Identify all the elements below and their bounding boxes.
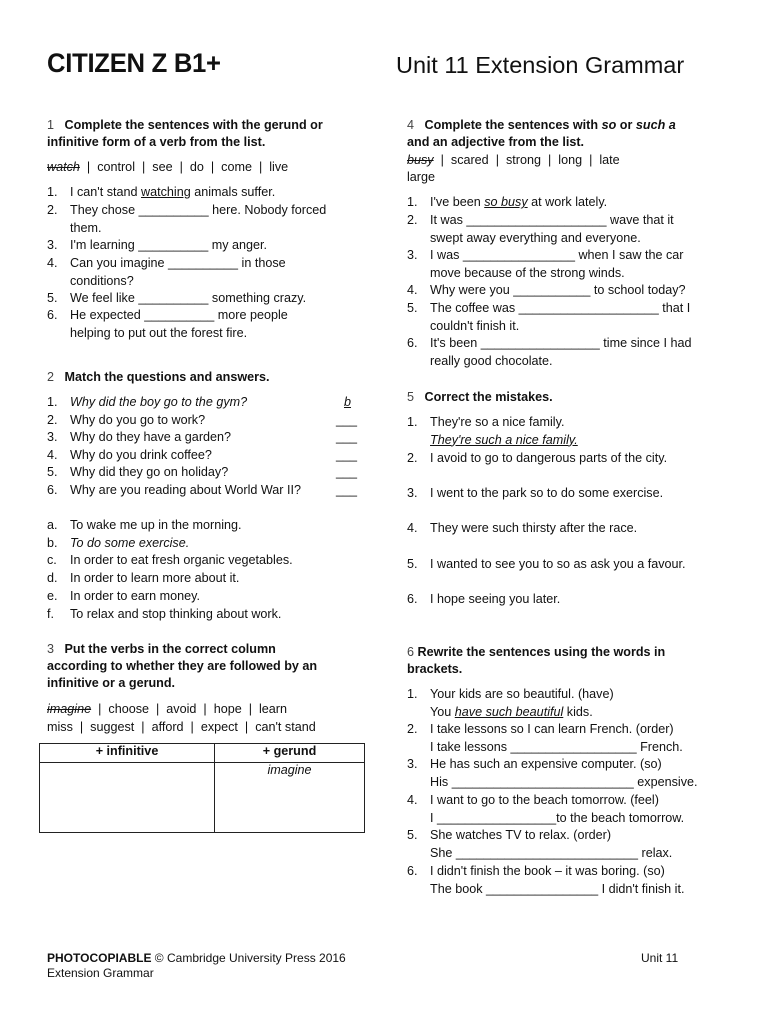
item-number: 3.: [407, 486, 418, 500]
item-text: They were such thirsty after the race.: [430, 521, 638, 535]
word: come: [221, 160, 252, 174]
word-list: [407, 169, 435, 186]
option-text: In order to learn more about it.: [70, 571, 240, 585]
answer-blank: ___: [336, 465, 358, 479]
example-answer: so busy: [484, 195, 528, 209]
text-part: animals suffer.: [190, 185, 276, 199]
item-number: 2.: [407, 722, 418, 736]
example-answer: watching: [141, 185, 191, 199]
item-number: 3.: [407, 757, 418, 771]
example-answer: They're such a nice family.: [430, 432, 578, 447]
option-letter: a.: [47, 518, 58, 532]
item-number: 4.: [407, 283, 418, 297]
answer-blank: ___: [336, 483, 358, 497]
item-text: She watches TV to relax. (order): [430, 828, 612, 842]
word: control: [97, 160, 135, 174]
item-number: 1.: [407, 195, 418, 209]
item-text-cont: them.: [70, 220, 102, 235]
option-text: To relax and stop thinking about work.: [70, 607, 282, 621]
word-list: watch | control | see | do | come | live: [47, 160, 289, 174]
word-example: watch: [47, 160, 80, 174]
item-text: He expected __________ more people: [70, 308, 288, 322]
heading-line: infinitive or a gerund.: [47, 676, 176, 690]
word: large: [407, 170, 436, 184]
word: suggest: [90, 720, 135, 734]
item-text-cont: move because of the strong winds.: [430, 265, 625, 280]
word-list: busy | scared | strong | long | late: [407, 153, 620, 167]
item-number: 5.: [47, 291, 58, 305]
item-number: 3.: [407, 248, 418, 262]
heading-line: and an adjective from the list.: [407, 135, 585, 149]
item-number: 5.: [407, 828, 418, 842]
word: expect: [200, 720, 238, 734]
option-text: To wake me up in the morning.: [70, 518, 242, 532]
photocopiable-label: PHOTOCOPIABLE: [47, 951, 152, 965]
item-text: It was ____________________ wave that it: [430, 213, 674, 227]
item-number: 1.: [407, 415, 418, 429]
text-part: I've been: [430, 195, 485, 209]
exercise-number: 2: [47, 370, 55, 384]
option-letter: b.: [47, 536, 58, 550]
word: do: [189, 160, 204, 174]
worksheet-title: CITIZEN Z B1+: [47, 48, 221, 78]
option-text: In order to earn money.: [70, 589, 200, 603]
item-number: 1.: [47, 395, 58, 409]
item-text: I want to go to the beach tomorrow. (feel): [430, 793, 659, 807]
exercise-6-heading: [407, 644, 665, 678]
question-text: Why did they go on holiday?: [70, 465, 229, 479]
word: learn: [259, 702, 288, 716]
word-list: miss | suggest | afford | expect | can't stand: [47, 720, 316, 734]
item-number: 5.: [47, 465, 58, 479]
option-letter: f.: [47, 607, 54, 621]
item-text-cont: She __________________________ relax.: [430, 845, 673, 860]
item-text-cont: helping to put out the forest fire.: [70, 325, 248, 340]
heading-line: brackets.: [407, 662, 463, 676]
footer-subtitle: Extension Grammar: [47, 966, 154, 980]
item-number: 6.: [407, 336, 418, 350]
item-number: 5.: [407, 301, 418, 315]
sorting-table: [39, 743, 365, 833]
option-text: In order to eat fresh organic vegetables.: [70, 553, 293, 567]
item-text: We feel like __________ something crazy.: [70, 291, 307, 305]
exercise-4-heading: [407, 117, 676, 151]
item-number: 5.: [407, 557, 418, 571]
word: hope: [213, 702, 242, 716]
item-text-cont: His __________________________ expensive.: [430, 774, 698, 789]
question-text: Why do you go to work?: [70, 413, 206, 427]
exercise-2-heading: [47, 369, 270, 386]
word: miss: [47, 720, 73, 734]
option-text: To do some exercise.: [70, 536, 190, 550]
exercise-5-heading: [407, 389, 553, 406]
question-text: Why are you reading about World War II?: [70, 483, 301, 497]
item-text-cont: conditions?: [70, 273, 134, 288]
word: can't stand: [255, 720, 316, 734]
item-number: 4.: [47, 448, 58, 462]
item-number: 1.: [407, 687, 418, 701]
item-number: 6.: [47, 308, 58, 322]
text-part: at work lately.: [527, 195, 608, 209]
word: long: [558, 153, 583, 167]
footer-copyright: [47, 951, 346, 981]
heading-line: according to whether they are followed by an: [47, 659, 318, 673]
heading-line: Match the questions and answers.: [64, 370, 270, 384]
word: see: [152, 160, 173, 174]
exercise-1-heading: [47, 117, 323, 151]
word: late: [599, 153, 620, 167]
word: afford: [151, 720, 184, 734]
exercise-number: 1: [47, 118, 55, 132]
word: live: [269, 160, 289, 174]
infinitive-cell[interactable]: [40, 763, 215, 833]
text-part: kids.: [563, 704, 593, 719]
item-text: Why were you ___________ to school today?: [430, 283, 686, 297]
heading-text: so: [601, 118, 617, 132]
item-number: 4.: [407, 793, 418, 807]
exercise-number: 3: [47, 642, 55, 656]
item-number: 3.: [47, 238, 58, 252]
answer-blank: ___: [336, 448, 358, 462]
heading-line: Correct the mistakes.: [424, 390, 553, 404]
exercise-3-heading: [47, 641, 317, 692]
item-number: 2.: [47, 413, 58, 427]
item-text: [430, 194, 607, 212]
item-text-cont: I take lessons __________________ French.: [430, 739, 683, 754]
column-header-gerund: + gerund: [215, 744, 365, 763]
item-text: I was ________________ when I saw the car: [430, 248, 684, 262]
item-text-cont: swept away everything and everyone.: [430, 230, 641, 245]
footer-unit: Unit 11: [641, 951, 679, 965]
heading-line: Put the verbs in the correct column: [64, 642, 276, 656]
item-text: Can you imagine __________ in those: [70, 256, 286, 270]
text-part: You: [430, 704, 455, 719]
item-text-cont: I _________________to the beach tomorrow.: [430, 810, 685, 825]
item-number: 3.: [47, 430, 58, 444]
example-answer: imagine: [267, 763, 312, 777]
item-number: 2.: [407, 213, 418, 227]
item-number: 6.: [407, 864, 418, 878]
item-text: [70, 184, 275, 202]
word-example: imagine: [47, 702, 92, 716]
item-number: 1.: [47, 185, 58, 199]
item-text: It's been _________________ time since I had: [430, 336, 692, 350]
heading-line: Rewrite the sentences using the words in: [417, 645, 666, 659]
exercise-number: 4: [407, 118, 415, 132]
question-text: Why do you drink coffee?: [70, 448, 212, 462]
item-number: 2.: [47, 203, 58, 217]
heading-text: or: [616, 118, 636, 132]
word: choose: [108, 702, 150, 716]
example-answer: have such beautiful: [454, 704, 564, 719]
item-number: 2.: [407, 451, 418, 465]
item-number: 6.: [407, 592, 418, 606]
heading-line: infinitive form of a verb from the list.: [47, 135, 266, 149]
item-text: I'm learning __________ my anger.: [70, 238, 268, 252]
text-part: I can't stand: [70, 185, 142, 199]
heading-text: such a: [635, 118, 676, 132]
column-header-infinitive: + infinitive: [40, 744, 215, 763]
answer-blank: ___: [336, 413, 358, 427]
item-text-cont: The book ________________ I didn't finish it.: [430, 881, 685, 896]
exercise-number: 5: [407, 390, 415, 404]
item-text-cont: really good chocolate.: [430, 353, 553, 368]
word: scared: [450, 153, 489, 167]
item-text: They're so a nice family.: [430, 415, 565, 429]
exercise-number: 6: [407, 645, 415, 659]
answer-blank: ___: [336, 430, 358, 444]
item-text-cont: [430, 704, 593, 722]
item-number: 6.: [47, 483, 58, 497]
item-text: They chose __________ here. Nobody forced: [70, 203, 327, 217]
question-text: Why did the boy go to the gym?: [70, 395, 248, 409]
option-letter: d.: [47, 571, 58, 585]
item-text: I wanted to see you to so as ask you a favour.: [430, 557, 686, 571]
heading-line: Complete the sentences with the gerund or: [64, 118, 323, 132]
item-text: Your kids are so beautiful. (have): [430, 687, 614, 701]
item-text: He has such an expensive computer. (so): [430, 757, 662, 771]
item-text-cont: couldn't finish it.: [430, 318, 520, 333]
item-text: I take lessons so I can learn French. (order): [430, 722, 674, 736]
word: strong: [505, 153, 541, 167]
item-number: 4.: [47, 256, 58, 270]
item-text: I hope seeing you later.: [430, 592, 561, 606]
word-list: imagine | choose | avoid | hope | learn: [47, 702, 288, 716]
item-text: I avoid to go to dangerous parts of the city.: [430, 451, 668, 465]
heading-text: Complete the sentences with: [424, 118, 602, 132]
question-text: Why do they have a garden?: [70, 430, 232, 444]
item-text: The coffee was ____________________ that I: [430, 301, 691, 315]
gerund-cell[interactable]: [215, 763, 365, 833]
option-letter: e.: [47, 589, 58, 603]
example-answer: b: [344, 395, 352, 409]
word: avoid: [166, 702, 197, 716]
unit-title: Unit 11 Extension Grammar: [396, 52, 685, 78]
word-example: busy: [407, 153, 434, 167]
option-letter: c.: [47, 553, 57, 567]
item-text: I didn't finish the book – it was boring. (so): [430, 864, 665, 878]
item-number: 4.: [407, 521, 418, 535]
item-text: I went to the park so to do some exercise.: [430, 486, 664, 500]
copyright-text: © Cambridge University Press 2016: [151, 951, 346, 965]
